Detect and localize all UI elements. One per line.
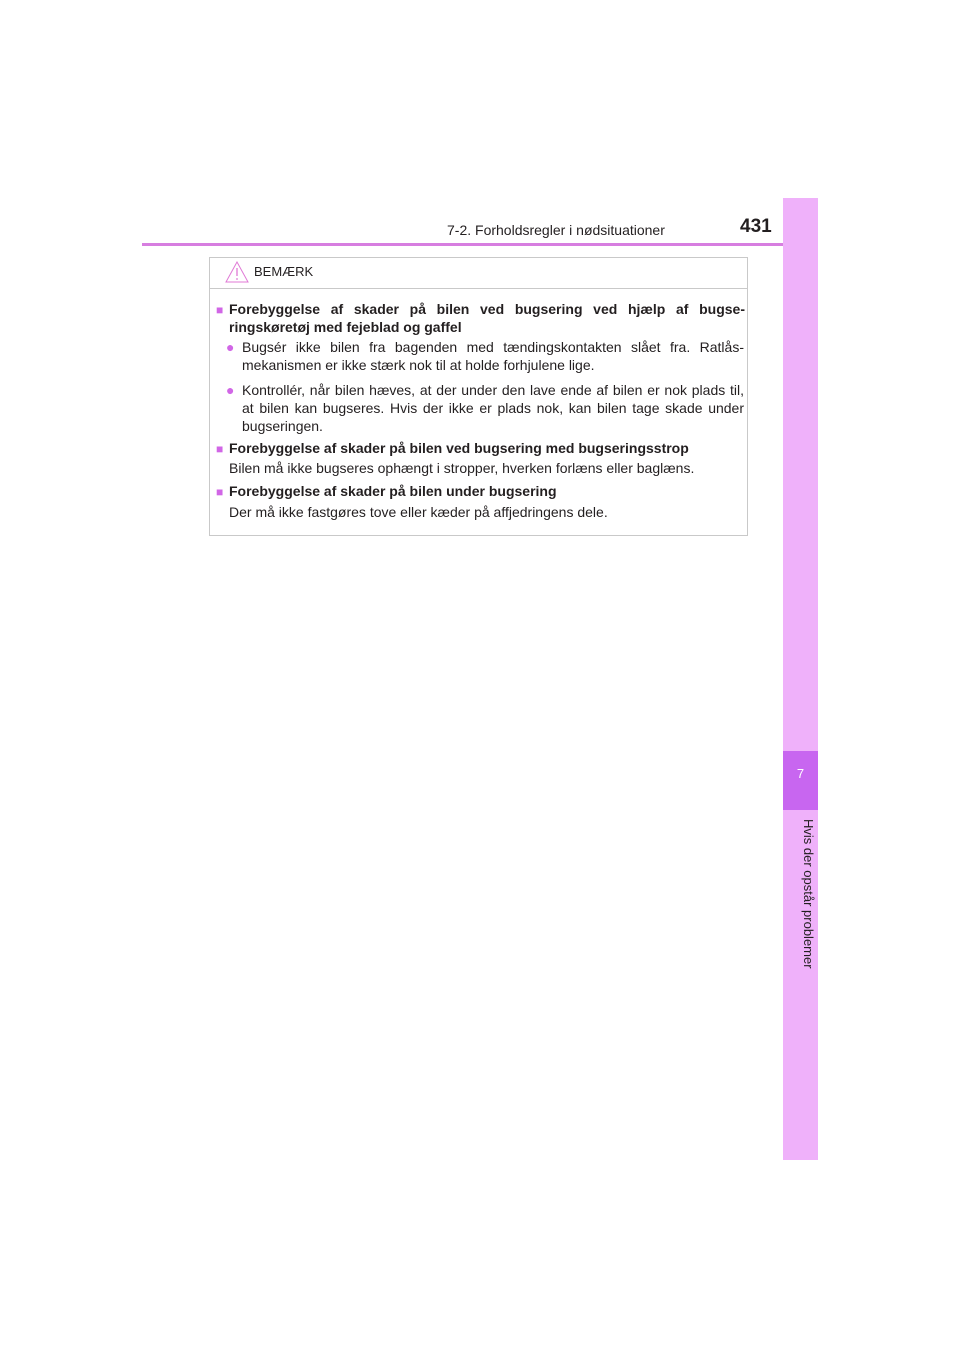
- square-bullet-icon: ■: [216, 303, 224, 317]
- section-text: Der må ikke fastgøres tove eller kæder på affjedringens dele.: [229, 504, 608, 520]
- section-text: Bilen må ikke bugseres ophængt i stropper, hverken forlæns eller baglæns.: [229, 460, 695, 476]
- notice-header: [210, 258, 747, 289]
- square-bullet-icon: ■: [216, 485, 224, 499]
- section-heading: ■ Forebyggelse af skader på bilen under bugsering: [216, 483, 557, 499]
- section-heading: ■ Forebyggelse af skader på bilen ved bugsering ved hjælp af bugse-ringskøretøj med fejeblad og gaffel: [216, 301, 745, 335]
- round-bullet-icon: ●: [226, 339, 235, 355]
- chapter-side-tab[interactable]: [783, 198, 818, 1160]
- section-title: 7-2. Forholdsregler i nødsituationer: [447, 222, 665, 238]
- page-number: 431: [740, 216, 772, 237]
- warning-triangle-icon: [225, 261, 249, 283]
- chapter-title: Hvis der opstår problemer: [801, 819, 816, 969]
- bullet-item: ● Kontrollér, når bilen hæves, at der under den lave ende af bilen er nok plads til, at bilen kan bugseres. Hvis der ikke er plads nok, kan bilen tage skade under bugseringen.: [226, 382, 744, 434]
- chapter-number: 7: [796, 766, 805, 781]
- round-bullet-icon: ●: [226, 382, 235, 398]
- notice-box: [209, 257, 748, 536]
- header-rule: [142, 243, 818, 246]
- section-heading: ■ Forebyggelse af skader på bilen ved bugsering med bugseringsstrop: [216, 440, 689, 456]
- bullet-item: ● Bugsér ikke bilen fra bagenden med tændingskontakten slået fra. Ratlås-mekanismen er ikke stærk nok til at holde forhjulene lige.: [226, 339, 744, 373]
- notice-label: BEMÆRK: [254, 264, 314, 279]
- square-bullet-icon: ■: [216, 442, 224, 456]
